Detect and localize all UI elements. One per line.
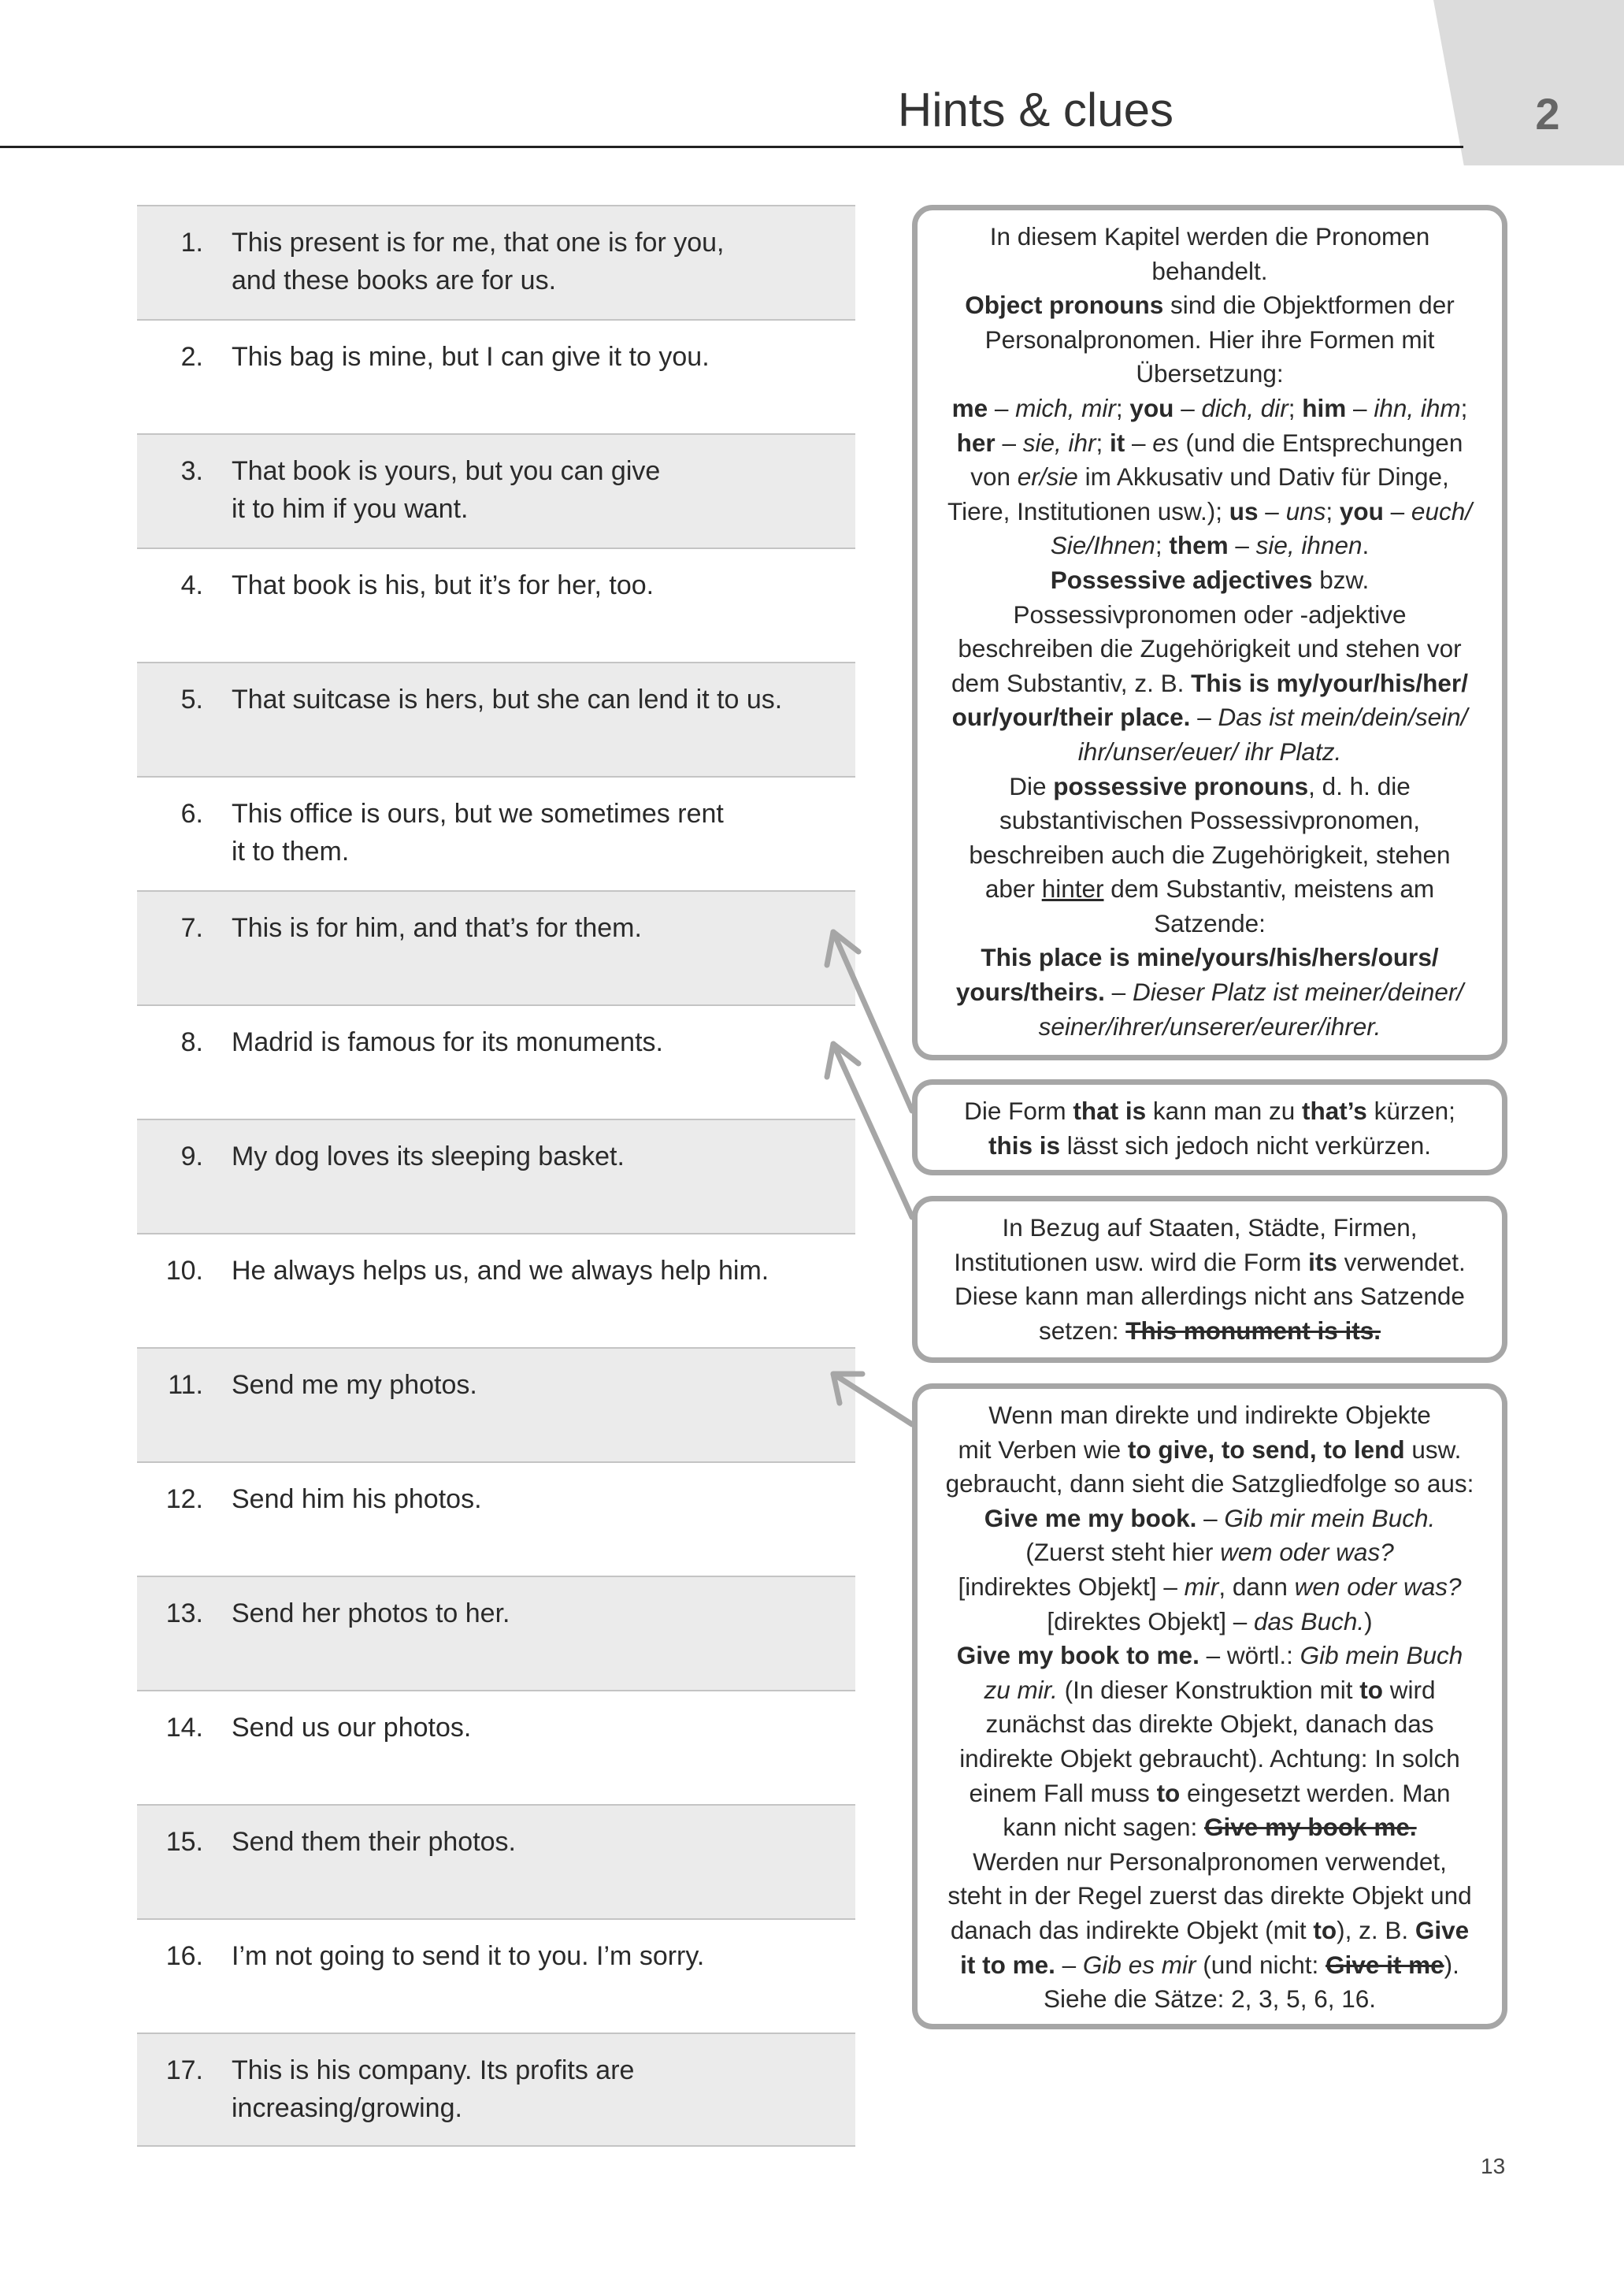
hint-text: Gib es mir (1082, 1950, 1196, 1979)
hint-text: dich, dir (1201, 393, 1288, 422)
hint-text: [direktes Objekt] – (1047, 1606, 1255, 1635)
hint-text: This place is mine/yours/his/hers/ours/ (981, 943, 1439, 972)
hint-text: it (1110, 428, 1125, 457)
hint-text: Siehe die Sätze: 2, 3, 5, 6, 16. (1043, 1984, 1377, 2014)
hint-text: ihr/unser/euer/ ihr Platz. (1077, 737, 1342, 766)
hint-text: dem Substantiv, meistens am (1103, 874, 1435, 904)
sentence-number: 5. (180, 685, 203, 715)
hint-text: Possessive adjectives (1050, 565, 1313, 594)
page-title: Hints & clues (897, 84, 1174, 136)
sentence-line: My dog loves its sleeping basket. (232, 1142, 625, 1171)
hint-text: sie, ihr (1022, 428, 1096, 457)
hint-text: euch/ (1411, 496, 1472, 525)
hint-text: to (1156, 1778, 1181, 1807)
hint-text: wen oder was? (1294, 1572, 1462, 1601)
sentence-number: 3. (180, 456, 203, 486)
hint-text: Possessivpronomen oder -adjektive (1013, 600, 1407, 629)
sentence-line: He always helps us, and we always help him. (232, 1256, 769, 1286)
sentence-line: Madrid is famous for its monuments. (232, 1027, 663, 1057)
hint-text: – (1190, 703, 1218, 732)
hint-text: Gib mir mein Buch. (1224, 1503, 1436, 1532)
hint-text: hinter (1041, 874, 1104, 904)
hint-text: – (1383, 496, 1411, 525)
hint-text: ; (1288, 393, 1303, 422)
sentence-line: Send me my photos. (232, 1370, 477, 1400)
sentence-line: That book is yours, but you can give (232, 456, 661, 486)
hint-text: – (1346, 393, 1374, 422)
hint-text: mich, mir (1015, 393, 1116, 422)
hint-text: Die Form (964, 1097, 1073, 1125)
hint-text: (Zuerst steht hier (1025, 1538, 1221, 1567)
hint-text: – (1196, 1503, 1225, 1532)
sentence-number: 11. (168, 1370, 203, 1400)
hint-text: – wörtl.: (1199, 1641, 1300, 1670)
sentence-number: 13. (165, 1598, 203, 1628)
hint-text: aber (984, 874, 1042, 904)
hint-text: (und die Entsprechungen (1178, 428, 1463, 457)
sentence-number: 10. (165, 1256, 203, 1286)
hint-text: Give (1415, 1915, 1470, 1944)
hint-text: ihn, ihm (1374, 393, 1461, 422)
sentence-number: 15. (165, 1827, 203, 1857)
sentence-line: Send them their photos. (232, 1827, 517, 1857)
hint-text: it to me. (960, 1950, 1055, 1979)
hint-text: mit Verben wie (958, 1435, 1128, 1464)
hint-text: This is my/your/his/her/ (1191, 668, 1468, 697)
hint-text: In Bezug auf Staaten, Städte, Firmen, (1002, 1213, 1418, 1242)
hint-text: that’s (1301, 1097, 1367, 1125)
chapter-number: 2 (1535, 89, 1560, 139)
hint-text: him (1302, 393, 1347, 422)
hint-text: Personalpronomen. Hier ihre Formen mit (984, 325, 1435, 354)
sentence-line: This office is ours, but we sometimes rent (232, 799, 724, 829)
hint-text: this is (988, 1130, 1061, 1160)
hint-text: das Buch. (1254, 1606, 1365, 1635)
hint-text: Give it me (1326, 1950, 1444, 1979)
hint-text: gebraucht, dann sieht die Satzgliedfolge so aus: (945, 1469, 1474, 1498)
hint-text: Die (1009, 771, 1054, 800)
sentence-number: 7. (180, 913, 203, 943)
hint-text: wem oder was? (1220, 1538, 1394, 1567)
hint-text: – (1125, 428, 1153, 457)
hint-text: you (1339, 496, 1384, 525)
hint-text: Object pronouns (965, 291, 1164, 320)
hint-text: Institutionen usw. wird die Form (954, 1247, 1309, 1276)
sentence-line: Send us our photos. (232, 1713, 472, 1743)
hint-text: Das ist mein/dein/sein/ (1218, 703, 1468, 732)
sentence-line: increasing/growing. (232, 2093, 462, 2123)
hint-text: steht in der Regel zuerst das direkte Objekt und (947, 1881, 1472, 1910)
arrow-to-sentence-8 (833, 1044, 912, 1217)
hint-text: er/sie (1017, 462, 1078, 492)
hint-text: Diese kann man allerdings nicht ans Satzende (955, 1282, 1465, 1311)
page-number: 13 (1481, 2154, 1506, 2178)
sentence-line: This present is for me, that one is for you, (232, 228, 725, 258)
sentence-line: Send her photos to her. (232, 1598, 510, 1628)
hint-text: Satzende: (1154, 908, 1266, 937)
hint-text: Gib mein Buch (1300, 1641, 1463, 1670)
hint-text: im Akkusativ und Dativ für Dinge, (1077, 462, 1449, 492)
hint-text: to give, to send, to lend (1127, 1435, 1405, 1464)
arrow-to-sentence-11 (833, 1374, 912, 1424)
hint-text: substantivischen Possessivpronomen, (999, 806, 1421, 835)
hint-text: – (995, 428, 1023, 457)
hint-text: – (1104, 978, 1133, 1007)
hint-text: wird (1382, 1675, 1436, 1704)
hint-text: eingesetzt werden. Man (1180, 1778, 1451, 1807)
hint-text: ). (1444, 1950, 1459, 1979)
hint-text: [indirektes Objekt] – (958, 1572, 1185, 1601)
hint-text: usw. (1404, 1435, 1462, 1464)
hint-text: dem Substantiv, z. B. (951, 668, 1192, 697)
hint-text: beschreiben auch die Zugehörigkeit, stehen (969, 840, 1451, 869)
sentence-number: 1. (180, 228, 203, 258)
sentence-number: 12. (165, 1484, 203, 1514)
hint-text: them (1169, 531, 1229, 560)
sentence-number: 16. (165, 1941, 203, 1971)
hint-text: Give me my book. (984, 1503, 1197, 1532)
hint-text: kürzen; (1366, 1097, 1455, 1125)
hint-text: . (1362, 531, 1370, 560)
sentence-line: and these books are for us. (232, 265, 557, 295)
hint-text: ) (1364, 1606, 1373, 1635)
hint-text: Dieser Platz ist meiner/deiner/ (1132, 978, 1464, 1007)
hint-text: lässt sich jedoch nicht verkürzen. (1060, 1130, 1431, 1160)
hint-text: seiner/ihrer/unserer/eurer/ihrer. (1038, 1012, 1381, 1041)
hint-text: behandelt. (1151, 256, 1268, 285)
hint-text: ; (1115, 393, 1130, 422)
hint-text: Tiere, Institutionen usw.); (947, 496, 1229, 525)
hint-text: – (988, 393, 1016, 422)
arrow-to-sentence-7 (833, 932, 912, 1111)
hint-text: its (1308, 1247, 1337, 1276)
hint-text: Sie/Ihnen (1050, 531, 1155, 560)
hint-text: ; (1326, 496, 1340, 525)
hint-text: possessive pronouns (1053, 771, 1309, 800)
sentence-number: 6. (180, 799, 203, 829)
hint-text: to (1359, 1675, 1383, 1704)
hint-text: us (1229, 496, 1259, 525)
hint-text: mir (1184, 1572, 1219, 1601)
hint-text: es (1152, 428, 1179, 457)
hint-text: ; (1096, 428, 1110, 457)
hint-text: Give my book to me. (956, 1641, 1199, 1670)
hint-text: uns (1285, 496, 1326, 525)
sentence-line: it to him if you want. (232, 494, 469, 524)
hint-text: , dann (1218, 1572, 1295, 1601)
hint-text: sind die Objektformen der (1163, 291, 1455, 320)
sentence-line: This bag is mine, but I can give it to you. (232, 342, 710, 372)
hint-text: zu mir. (984, 1675, 1058, 1704)
hint-text: ; (1155, 531, 1170, 560)
sentence-line: That book is his, but it’s for her, too. (232, 570, 654, 600)
hint-text: bzw. (1312, 565, 1370, 594)
hint-text: einem Fall muss (969, 1778, 1157, 1807)
hint-text: our/your/their place. (951, 703, 1191, 732)
hint-text: ), z. B. (1337, 1915, 1415, 1944)
hint-text: Wenn man direkte und indirekte Objekte (988, 1401, 1431, 1429)
sentence-number: 9. (180, 1142, 203, 1171)
hint-text: (und nicht: (1196, 1950, 1326, 1979)
hint-text: , d. h. die (1308, 771, 1411, 800)
sentence-line: That suitcase is hers, but she can lend it to us. (232, 685, 783, 715)
sentence-line: This is his company. Its profits are (232, 2055, 635, 2085)
hint-text: kann nicht sagen: (1003, 1813, 1205, 1842)
sentence-number: 14. (165, 1713, 203, 1743)
sentence-line: it to them. (232, 837, 350, 867)
hint-text: zunächst das direkte Objekt, danach das (985, 1710, 1434, 1739)
hint-text: – (1258, 496, 1286, 525)
sentence-number: 8. (180, 1027, 203, 1057)
hint-text: This monument is its. (1125, 1316, 1381, 1345)
hint-text: you (1129, 393, 1174, 422)
hint-text: indirekte Objekt gebraucht). Achtung: In solch (959, 1743, 1460, 1773)
hint-text: sie, ihnen (1255, 531, 1363, 560)
hint-text: that is (1073, 1097, 1147, 1125)
sentence-number: 17. (165, 2055, 203, 2085)
hint-text: danach das indirekte Objekt (mit (950, 1915, 1314, 1944)
hint-text: me (951, 393, 988, 422)
hint-text: yours/theirs. (955, 978, 1105, 1007)
hint-text: beschreiben die Zugehörigkeit und stehen vor (958, 634, 1462, 663)
hint-text: – (1228, 531, 1256, 560)
hint-text: von (970, 462, 1018, 492)
hint-text: ; (1460, 393, 1468, 422)
hint-text: Übersetzung: (1136, 359, 1284, 388)
sentence-line: Send him his photos. (232, 1484, 482, 1514)
hint-text: Give my book me. (1204, 1813, 1417, 1842)
hint-text: to (1313, 1915, 1337, 1944)
hint-text: setzen: (1038, 1316, 1126, 1345)
hint-text: (In dieser Konstruktion mit (1057, 1675, 1360, 1704)
hint-text: In diesem Kapitel werden die Pronomen (989, 222, 1430, 251)
sentence-number: 2. (180, 342, 203, 372)
hint-text: her (956, 428, 996, 457)
hint-text: Werden nur Personalpronomen verwendet, (973, 1847, 1447, 1876)
hint-text: – (1055, 1950, 1083, 1979)
hint-text: kann man zu (1146, 1097, 1302, 1125)
hint-text: verwendet. (1337, 1247, 1466, 1276)
hint-text: – (1174, 393, 1202, 422)
sentence-number: 4. (180, 570, 203, 600)
sentence-line: I’m not going to send it to you. I’m sorry. (232, 1941, 705, 1971)
sentence-line: This is for him, and that’s for them. (232, 913, 642, 943)
